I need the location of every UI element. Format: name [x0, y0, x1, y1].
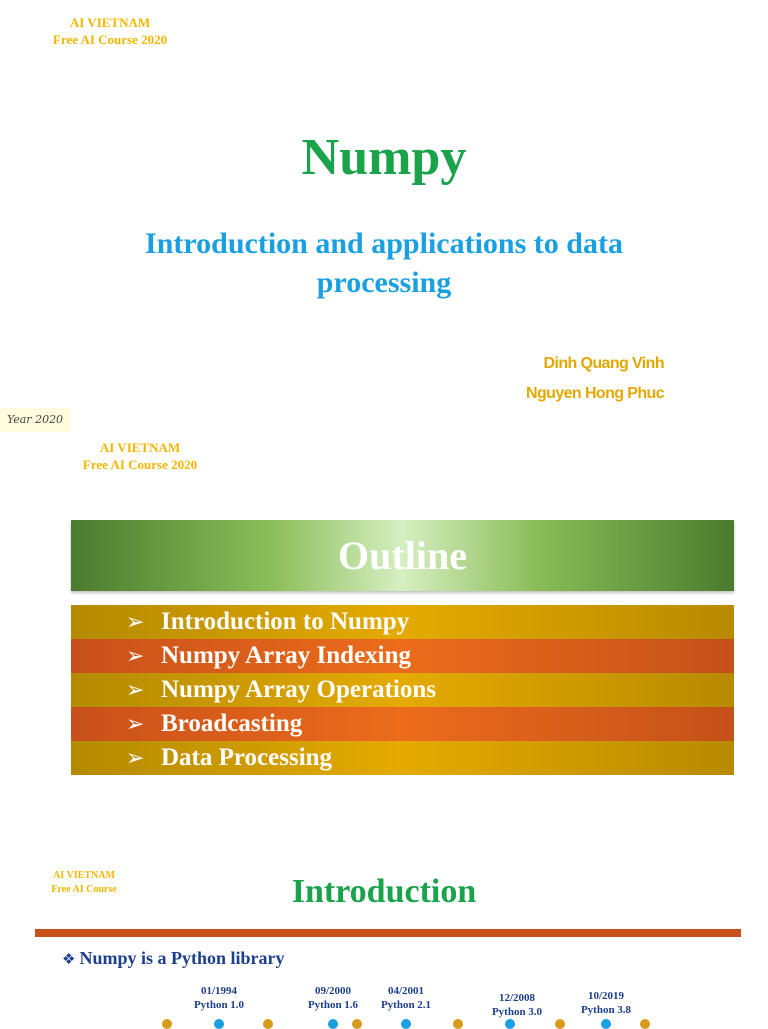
arrow-icon: ➢ — [126, 610, 145, 635]
arrow-icon: ➢ — [126, 746, 145, 771]
timeline-version: Python 1.0 — [193, 999, 245, 1012]
timeline-label — [184, 984, 254, 1013]
outline-item-label: Numpy Array Indexing — [161, 642, 412, 669]
timeline-version: Python 1.6 — [307, 999, 359, 1012]
outline-item-label: Introduction to Numpy — [161, 608, 410, 635]
year-badge: Year 2020 — [0, 408, 70, 432]
brand-course: Free AI Course 2020 — [52, 31, 168, 47]
outline-item-label: Data Processing — [161, 744, 333, 771]
brand-header — [75, 440, 205, 474]
timeline-dot — [555, 1019, 565, 1029]
timeline-date: 01/1994 — [200, 985, 238, 997]
timeline-date: 10/2019 — [587, 990, 625, 1002]
author-name: Nguyen Hong Phuc — [526, 385, 664, 402]
outline-item-label: Broadcasting — [161, 710, 303, 737]
timeline-label — [298, 984, 368, 1013]
section-title: Introduction — [291, 873, 477, 910]
outline-heading: Outline — [71, 520, 734, 591]
outline-item — [71, 639, 734, 673]
arrow-icon: ➢ — [126, 678, 145, 703]
brand-course: Free AI Course 2020 — [82, 456, 198, 472]
timeline-dot — [263, 1019, 273, 1029]
timeline-dot — [162, 1019, 172, 1029]
timeline-date: 09/2000 — [314, 985, 352, 997]
outline-item — [71, 605, 734, 639]
timeline-dot — [352, 1019, 362, 1029]
diamond-bullet-icon: ❖ — [62, 950, 76, 968]
timeline-dot — [214, 1019, 224, 1029]
timeline-date: 04/2001 — [387, 985, 425, 997]
timeline-dot — [453, 1019, 463, 1029]
brand-name: AI VIETNAM — [99, 440, 181, 455]
timeline-version: Python 3.0 — [491, 1006, 543, 1019]
timeline-dot — [505, 1019, 515, 1029]
timeline-dot — [601, 1019, 611, 1029]
outline-item — [71, 673, 734, 707]
timeline-dot — [328, 1019, 338, 1029]
outline-item-label: Numpy Array Operations — [161, 676, 436, 703]
timeline-version: Python 3.8 — [580, 1004, 632, 1017]
timeline-version: Python 2.1 — [380, 999, 432, 1012]
brand-name: AI VIETNAM — [69, 15, 151, 30]
outline-item — [71, 707, 734, 741]
slide-title: Numpy — [301, 129, 467, 186]
timeline-dot — [401, 1019, 411, 1029]
bullet-text: Numpy is a Python library — [79, 948, 285, 968]
divider — [35, 929, 741, 937]
slide-subtitle: Introduction and applications to data processing — [145, 227, 623, 299]
arrow-icon: ➢ — [126, 712, 145, 737]
timeline-label — [571, 989, 641, 1018]
timeline-date: 12/2008 — [498, 992, 536, 1004]
outline-list — [71, 605, 734, 775]
timeline-label — [482, 991, 552, 1020]
brand-course: Free AI Course — [51, 883, 117, 895]
brand-name: AI VIETNAM — [53, 870, 115, 881]
timeline-dot — [640, 1019, 650, 1029]
timeline-label — [371, 984, 441, 1013]
arrow-icon: ➢ — [126, 644, 145, 669]
outline-item — [71, 741, 734, 775]
bullet-point — [62, 948, 284, 969]
brand-header — [45, 15, 175, 49]
author-name: Dinh Quang Vinh — [543, 355, 664, 372]
